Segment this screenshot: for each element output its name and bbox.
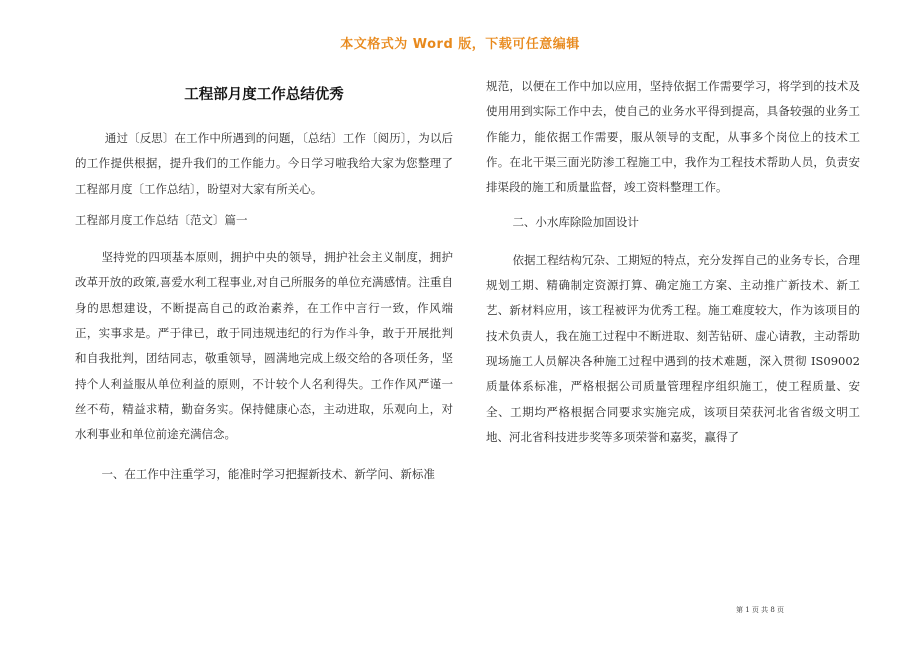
download-banner: 本文格式为 Word 版，下载可任意编辑 xyxy=(340,37,580,52)
section-heading-2: 二、小水库除险加固设计 xyxy=(512,215,639,230)
left-column xyxy=(75,80,453,487)
intro-paragraph: 通过〔反思〕在工作中所遇到的问题，〔总结〕工作〔阅历〕，为以后的工作提供根据，提升我们的工作能力。今日学习啦我给大家为您整理了工程部月度〔工作总结〕，盼望对大家有所关心。 xyxy=(75,131,453,196)
body-paragraph-3: 依据工程结构冗杂、工期短的特点，充分发挥自己的业务专长，合理规划工期、精确制定资源打算、确定施工方案、主动推广新技术、新工艺、新材料应用，该工程被评为优秀工程。施工难度较大，作为该项目的技术负责人，我在施工过程中不断进取、刻苦钻研、虚心请教，主动帮助现场施工人员解决各种施工过程中遇到的技术难题，深入贯彻 IS09002 质量体系标准，严格根据公司质量管理程序组织施工，使工程质量、安全、工期均严格根据合同要求实施完成，该项目荣获河北省省级文明工地、河北省科技进步奖等多项荣誉和嘉奖，赢得了 xyxy=(486,252,860,444)
body-paragraph-2-continued: 规范，以便在工作中加以应用，坚持依据工作需要学习，将学到的技术及使用用到实际工作中去，使自己的业务水平得到提高，具备较强的业务工作能力，能依据工作需要，服从领导的支配，从事多个岗位上的技术工作。在北干渠三面光防渗工程施工中，我作为工程技术帮助人员，负责安排渠段的施工和质量监督，竣工资料整理工作。 xyxy=(486,79,860,195)
page-number: 第 1 页 共 8 页 xyxy=(736,606,785,614)
right-column xyxy=(486,74,860,450)
body-paragraph-2-start: 一、在工作中注重学习，能准时学习把握新技术、新学问、新标准 xyxy=(101,466,435,481)
body-paragraph-1: 坚持党的四项基本原则，拥护中央的领导，拥护社会主义制度，拥护改革开放的政策,喜爱水利工程事业,对自己所服务的单位充满感情。注重自身的思想建设，不断提高自己的政治素养，在工作中言行一致，作风端正，实事求是。严于律已，敢于同违规违纪的行为作斗争，敢于开展批判和自我批判，团结同志，敬重领导，圆满地完成上级交给的各项任务，坚持个人利益服从单位利益的原则，不计较个人名利得失。工作作风严谨一丝不苟，精益求精，勤奋务实。保持健康心态，主动进取，乐观向上，对水利事业和单位前途充满信念。 xyxy=(75,250,453,442)
document-title: 工程部月度工作总结优秀 xyxy=(184,86,344,103)
section-title: 工程部月度工作总结〔范文〕篇一 xyxy=(75,212,248,227)
